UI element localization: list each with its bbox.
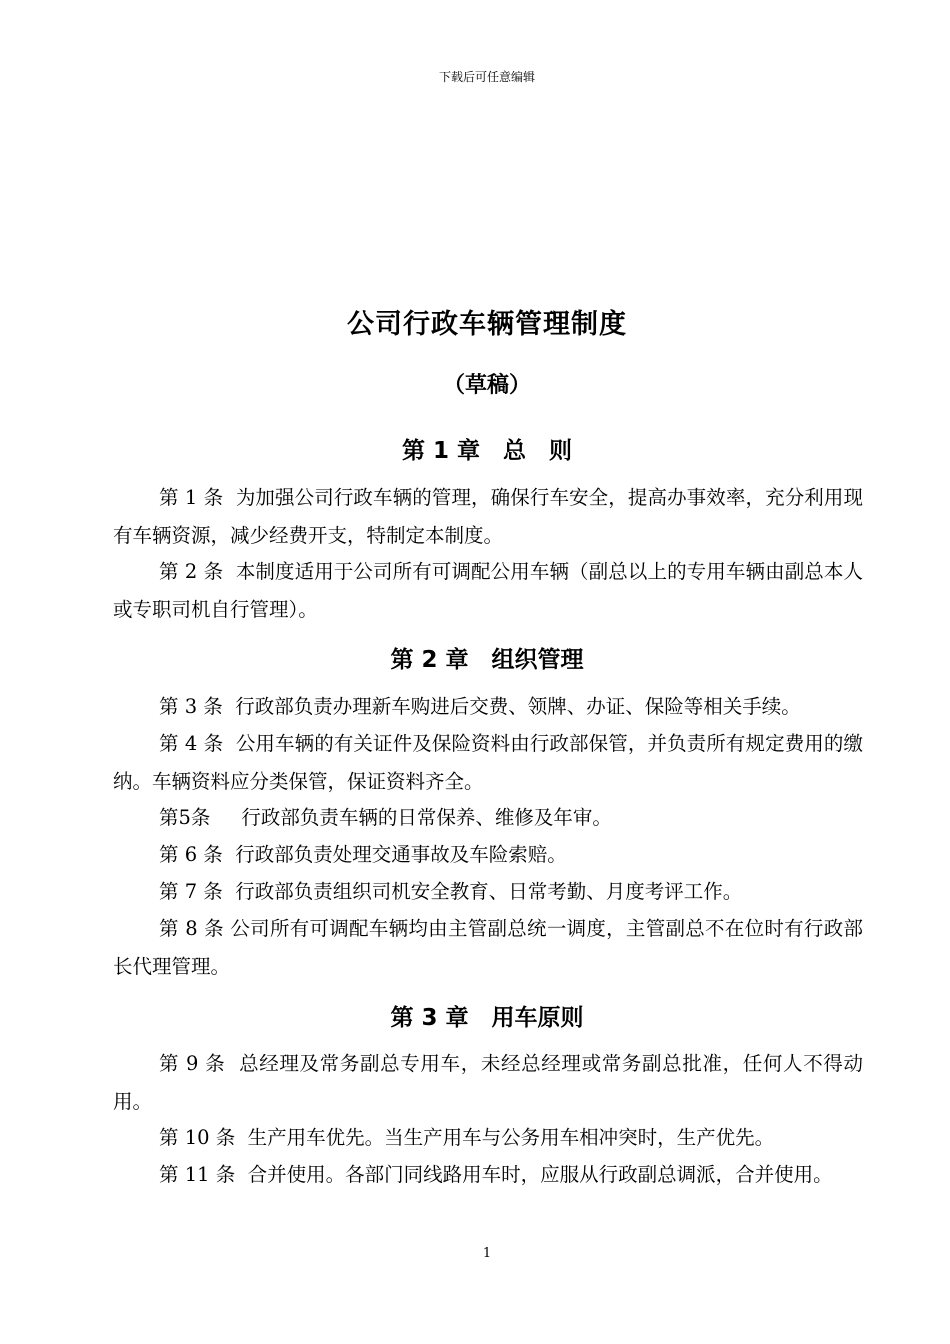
chapter-2-heading: 第 2 章 组织管理 — [390, 647, 584, 673]
chapter-3-heading: 第 3 章 用车原则 — [390, 1005, 584, 1031]
article-8: 第 8 条 公司所有可调配车辆均由主管副总统一调度，主管副总不在位时有行政部长代理管理。 — [113, 917, 863, 978]
article-11: 第 11 条 合并使用。各部门同线路用车时，应服从行政副总调派，合并使用。 — [159, 1163, 833, 1186]
article-10: 第 10 条 生产用车优先。当生产用车与公务用车相冲突时，生产优先。 — [159, 1126, 775, 1149]
page-number: 1 — [482, 1246, 492, 1261]
document-title: 公司行政车辆管理制度 — [347, 309, 627, 340]
article-4: 第 4 条 公用车辆的有关证件及保险资料由行政部保管，并负责所有规定费用的缴纳。车辆资料应分类保管，保证资料齐全。 — [113, 732, 863, 793]
article-3: 第 3 条 行政部负责办理新车购进后交费、领牌、办证、保险等相关手续。 — [159, 695, 801, 718]
article-7: 第 7 条 行政部负责组织司机安全教育、日常考勤、月度考评工作。 — [159, 880, 743, 903]
article-6: 第 6 条 行政部负责处理交通事故及车险索赔。 — [159, 843, 567, 866]
article-5: 第5条 行政部负责车辆的日常保养、维修及年审。 — [159, 806, 612, 829]
document-subtitle: （草稿） — [442, 373, 531, 398]
article-9: 第 9 条 总经理及常务副总专用车，未经总经理或常务副总批准，任何人不得动用。 — [113, 1052, 863, 1113]
chapter-1-heading: 第 1 章 总 则 — [401, 438, 573, 464]
article-1: 第 1 条 为加强公司行政车辆的管理，确保行车安全，提高办事效率，充分利用现有车辆资源，减少经费开支，特制定本制度。 — [113, 486, 863, 547]
article-2: 第 2 条 本制度适用于公司所有可调配公用车辆（副总以上的专用车辆由副总本人或专职司机自行管理）。 — [113, 560, 863, 621]
header-note: 下载后可任意编辑 — [438, 70, 535, 84]
